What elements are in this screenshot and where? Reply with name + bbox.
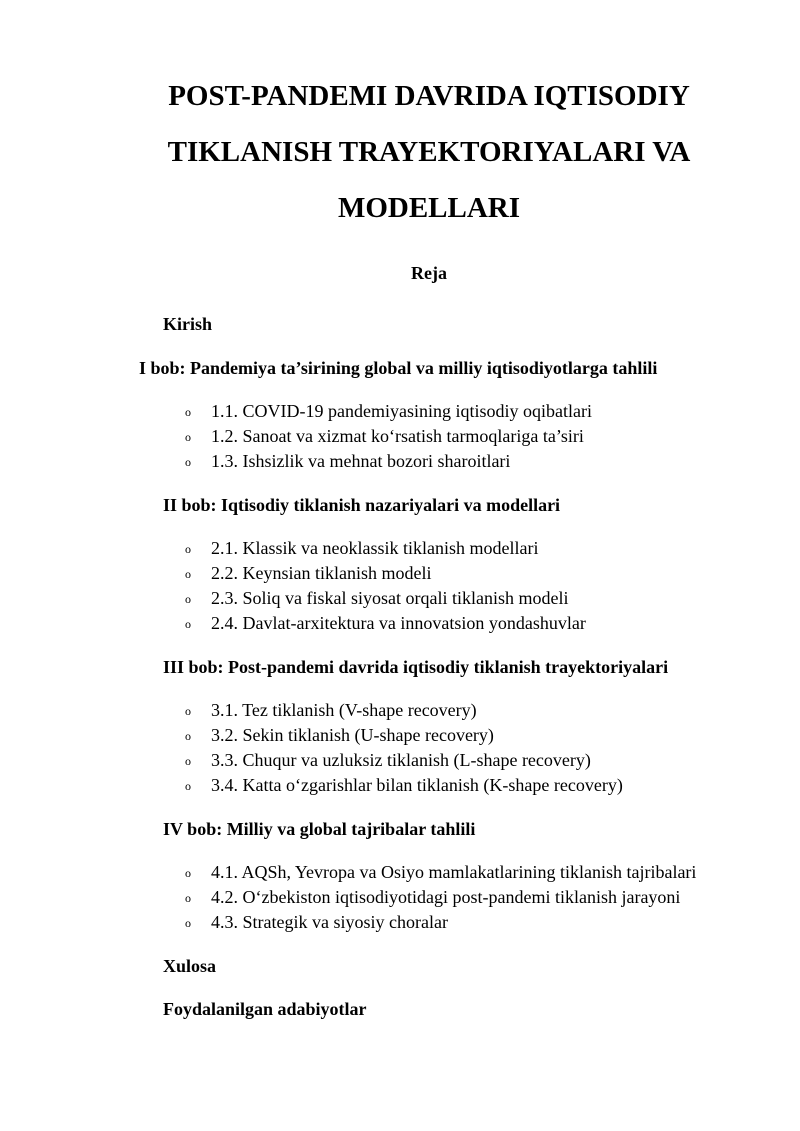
list-item-text: 2.1. Klassik va neoklassik tiklanish modellari — [211, 538, 539, 558]
list-item — [185, 861, 696, 884]
bullet-icon: o — [185, 779, 191, 793]
chapter-1-title: I bob: Pandemiya ta’sirining global va milliy iqtisodiyotlarga tahlili — [139, 358, 658, 378]
list-item-text: 3.2. Sekin tiklanish (U-shape recovery) — [211, 725, 494, 745]
bullet-icon: o — [185, 592, 191, 606]
chapter-3-title: III bob: Post-pandemi davrida iqtisodiy tiklanish trayektoriyalari — [163, 657, 669, 677]
list-item-text: 1.2. Sanoat va xizmat koʻrsatish tarmoqlariga ta’siri — [211, 426, 584, 446]
list-item — [185, 537, 538, 560]
document-title-line-2: TIKLANISH TRAYEKTORIYALARI VA — [167, 136, 691, 168]
bullet-icon: o — [185, 754, 191, 768]
list-item-text: 2.4. Davlat-arxitektura va innovatsion yondashuvlar — [211, 613, 586, 633]
list-item — [185, 587, 568, 610]
list-item — [185, 612, 586, 635]
list-item-text: 1.3. Ishsizlik va mehnat bozori sharoitlari — [211, 451, 511, 471]
list-item — [185, 699, 477, 722]
chapter-2-title: II bob: Iqtisodiy tiklanish nazariyalari va modellari — [163, 495, 561, 515]
bullet-icon: o — [185, 430, 191, 444]
bullet-icon: o — [185, 405, 191, 419]
intro-heading: Kirish — [163, 314, 213, 334]
list-item — [185, 450, 510, 473]
bullet-icon: o — [185, 567, 191, 581]
document-title-line-1: POST-PANDEMI DAVRIDA IQTISODIY — [168, 80, 690, 112]
list-item-text: 1.1. COVID-19 pandemiyasining iqtisodiy oqibatlari — [211, 401, 592, 421]
list-item-text: 3.4. Katta oʻzgarishlar bilan tiklanish (K-shape recovery) — [211, 775, 623, 795]
list-item — [185, 911, 448, 934]
chapter-4-title: IV bob: Milliy va global tajribalar tahlili — [163, 819, 476, 839]
list-item-text: 3.1. Tez tiklanish (V-shape recovery) — [211, 700, 477, 720]
bullet-icon: o — [185, 866, 191, 880]
list-item — [185, 749, 591, 772]
list-item — [185, 400, 592, 423]
list-item — [185, 562, 431, 585]
document-title-line-3: MODELLARI — [337, 192, 521, 224]
list-item-text: 3.3. Chuqur va uzluksiz tiklanish (L-shape recovery) — [211, 750, 591, 770]
list-item — [185, 774, 623, 797]
bullet-icon: o — [185, 891, 191, 905]
bullet-icon: o — [185, 542, 191, 556]
bullet-icon: o — [185, 704, 191, 718]
list-item — [185, 886, 680, 909]
plan-heading: Reja — [411, 263, 447, 283]
list-item — [185, 724, 494, 747]
bullet-icon: o — [185, 617, 191, 631]
conclusion-heading: Xulosa — [163, 956, 217, 976]
references-heading: Foydalanilgan adabiyotlar — [163, 999, 367, 1019]
bullet-icon: o — [185, 455, 191, 469]
list-item — [185, 425, 584, 448]
list-item-text: 4.3. Strategik va siyosiy choralar — [211, 912, 448, 932]
bullet-icon: o — [185, 729, 191, 743]
list-item-text: 4.2. Oʻzbekiston iqtisodiyotidagi post-pandemi tiklanish jarayoni — [211, 887, 681, 907]
list-item-text: 4.1. AQSh, Yevropa va Osiyo mamlakatlarining tiklanish tajribalari — [211, 862, 697, 882]
bullet-icon: o — [185, 916, 191, 930]
list-item-text: 2.2. Keynsian tiklanish modeli — [211, 563, 432, 583]
list-item-text: 2.3. Soliq va fiskal siyosat orqali tiklanish modeli — [211, 588, 569, 608]
